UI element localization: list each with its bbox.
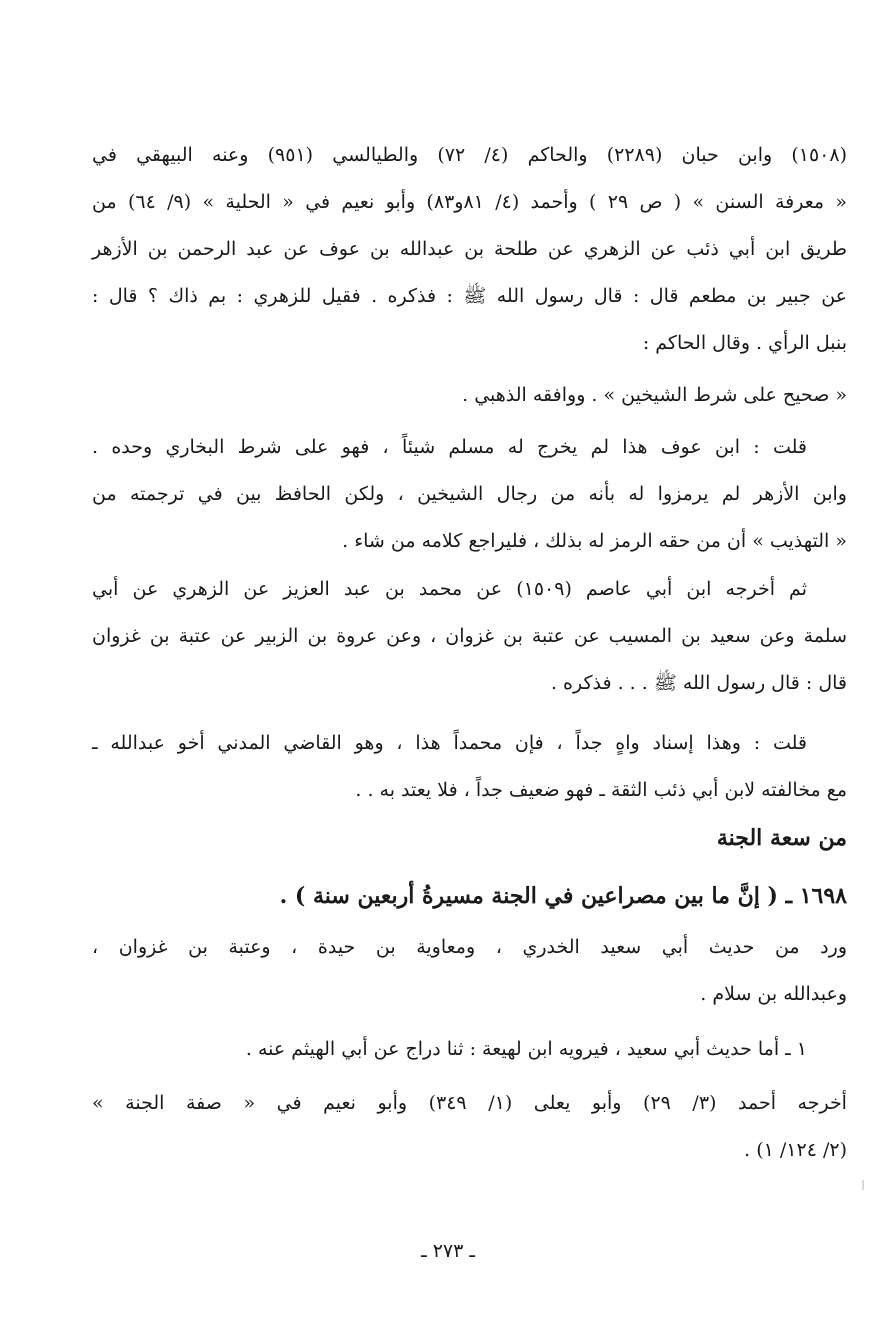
text-line: أخرجه أحمد (٣/ ٢٩) وأبو يعلى (١/ ٣٤٩) وأبو نعيم في « صفة الجنة » [92, 1092, 847, 1114]
paragraph-narrators [92, 924, 847, 1018]
text-line: وابن الأزهر لم يرمزوا له بأنه من رجال الشيخين ، ولكن الحافظ بين في ترجمته من [92, 483, 847, 505]
text-line: « معرفة السنن » ( ص ٢٩ ) وأحمد (٤/ ٨١و٨٣) وأبو نعيم في « الحلية » (٩/ ٦٤) من [92, 191, 847, 213]
scan-edge-mark [862, 1180, 864, 1190]
text-line: بنبل الرأي . وقال الحاكم : [642, 332, 847, 354]
text-line: وعبدالله بن سلام . [700, 983, 847, 1005]
text-line: قلت : ابن عوف هذا لم يخرج له مسلم شيئاً ، فهو على شرط البخاري وحده . [92, 436, 807, 458]
paragraph-author-comment-2 [92, 720, 847, 814]
text-line: طريق ابن أبي ذئب عن الزهري عن طلحة بن عبدالله بن عوف عن عبد الرحمن بن الأزهر [92, 238, 847, 260]
text-line: ثم أخرجه ابن أبي عاصم (١٥٠٩) عن محمد بن عبد العزيز عن الزهري عن أبي [92, 578, 807, 600]
text-line: « صحيح على شرط الشيخين » . ووافقه الذهبي . [462, 384, 847, 406]
text-line: (١٥٠٨) وابن حبان (٢٢٨٩) والحاكم (٤/ ٧٢) والطيالسي (٩٥١) وعنه البيهقي في [92, 144, 847, 166]
page-number: ـ ٢٧٣ ـ [421, 1240, 475, 1262]
text-line: عن جبير بن مطعم قال : قال رسول الله ﷺ : فذكره . فقيل للزهري : بم ذاك ؟ قال : [92, 285, 847, 307]
paragraph-hakim-quote [92, 372, 887, 419]
text-line: ورد من حديث أبي سعيد الخدري ، ومعاوية بن حيدة ، وعتبة بن غزوان ، [92, 936, 847, 958]
paragraph-takhrij-sources [92, 132, 847, 367]
text-line: قال : قال رسول الله ﷺ . . . فذكره . [550, 672, 847, 694]
paragraph-ibn-abi-asim [92, 566, 847, 707]
paragraph-author-comment-1 [92, 424, 847, 565]
text-line: قلت : وهذا إسناد واهٍ جداً ، فإن محمداً هذا ، وهو القاضي المدني أخو عبدالله ـ [92, 732, 807, 754]
text-line: ١ ـ أما حديث أبي سعيد ، فيرويه ابن لهيعة : ثنا دراج عن أبي الهيثم عنه . [245, 1038, 807, 1060]
paragraph-ahmad-takhrij [92, 1080, 847, 1174]
section-heading: من سعة الجنة [716, 825, 847, 851]
text-line: « التهذيب » أن من حقه الرمز له بذلك ، فليراجع كلامه من شاء . [342, 530, 847, 552]
paragraph-abu-said [92, 1026, 847, 1073]
text-line: مع مخالفته لابن أبي ذئب الثقة ـ فهو ضعيف جداً ، فلا يعتد به . . [355, 779, 847, 801]
hadith-title: ١٦٩٨ ـ ( إنَّ ما بين مصراعين في الجنة مسيرةُ أربعين سنة ) . [279, 883, 847, 909]
text-line: سلمة وعن سعيد بن المسيب عن عتبة بن غزوان ، وعن عروة بن الزبير عن عتبة بن غزوان [92, 625, 847, 647]
text-line: (٢/ ١٢٤/ ١) . [744, 1139, 847, 1161]
